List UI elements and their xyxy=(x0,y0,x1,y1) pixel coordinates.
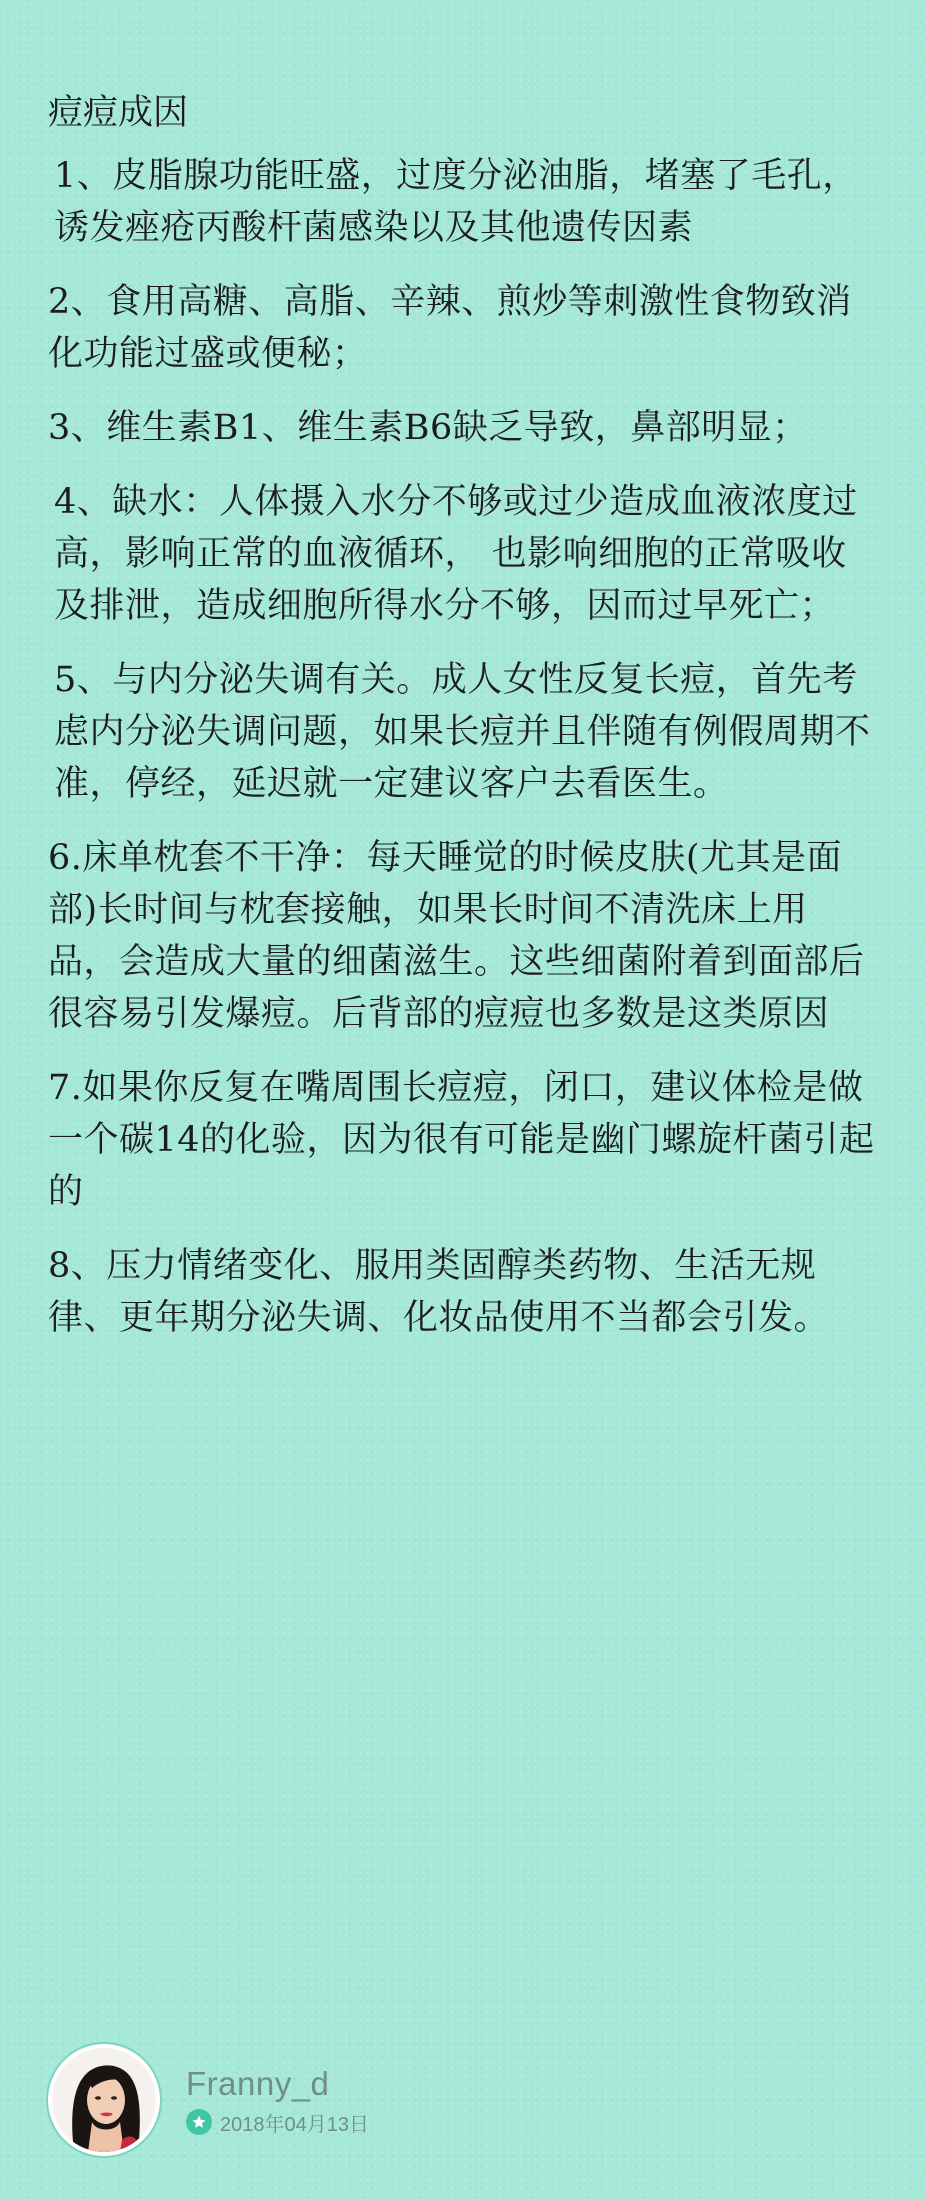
note-paragraph: 1、皮脂腺功能旺盛，过度分泌油脂，堵塞了毛孔，诱发痤疮丙酸杆菌感染以及其他遗传因素 xyxy=(54,156,858,248)
note-paragraph: 7.如果你反复在嘴周围长痘痘，闭口，建议体检是做一个碳14的化验，因为很有可能是幽门螺旋杆菌引起的 xyxy=(48,1068,875,1212)
note-paragraph: 3、维生素B1、维生素B6缺乏导致，鼻部明显； xyxy=(48,408,808,448)
note-paragraph: 8、压力情绪变化、服用类固醇类药物、生活无规律、更年期分泌失调、化妆品使用不当都会引发。 xyxy=(48,1246,830,1338)
note-paragraph: 6.床单枕套不干净：每天睡觉的时候皮肤(尤其是面部)长时间与枕套接触，如果长时间不清洗床上用品，会造成大量的细菌滋生。这些细菌附着到面部后很容易引发爆痘。后背部的痘痘也多数是这类原因 xyxy=(48,838,865,1034)
note-title: 痘痘成因 xyxy=(48,93,189,133)
author-meta xyxy=(186,2064,369,2137)
author-footer xyxy=(48,2044,369,2156)
avatar-portrait-icon xyxy=(52,2048,156,2152)
avatar[interactable] xyxy=(48,2044,160,2156)
date-row xyxy=(186,2108,369,2137)
author-username[interactable]: Franny_d xyxy=(186,2064,330,2102)
note-content xyxy=(48,88,878,1366)
note-paragraph: 5、与内分泌失调有关。成人女性反复长痘，首先考虑内分泌失调问题，如果长痘并且伴随有例假周期不准，停经，延迟就一定建议客户去看医生。 xyxy=(54,660,871,804)
note-paragraph: 2、食用高糖、高脂、辛辣、煎炒等刺激性食物致消化功能过盛或便秘； xyxy=(48,282,852,374)
note-paragraph: 4、缺水：人体摄入水分不够或过少造成血液浓度过高，影响正常的血液循环， 也影响细胞的正常吸收及排泄，造成细胞所得水分不够，因而过早死亡； xyxy=(54,482,858,626)
post-date: 2018年04月13日 xyxy=(220,2113,369,2136)
star-icon xyxy=(186,2109,212,2135)
